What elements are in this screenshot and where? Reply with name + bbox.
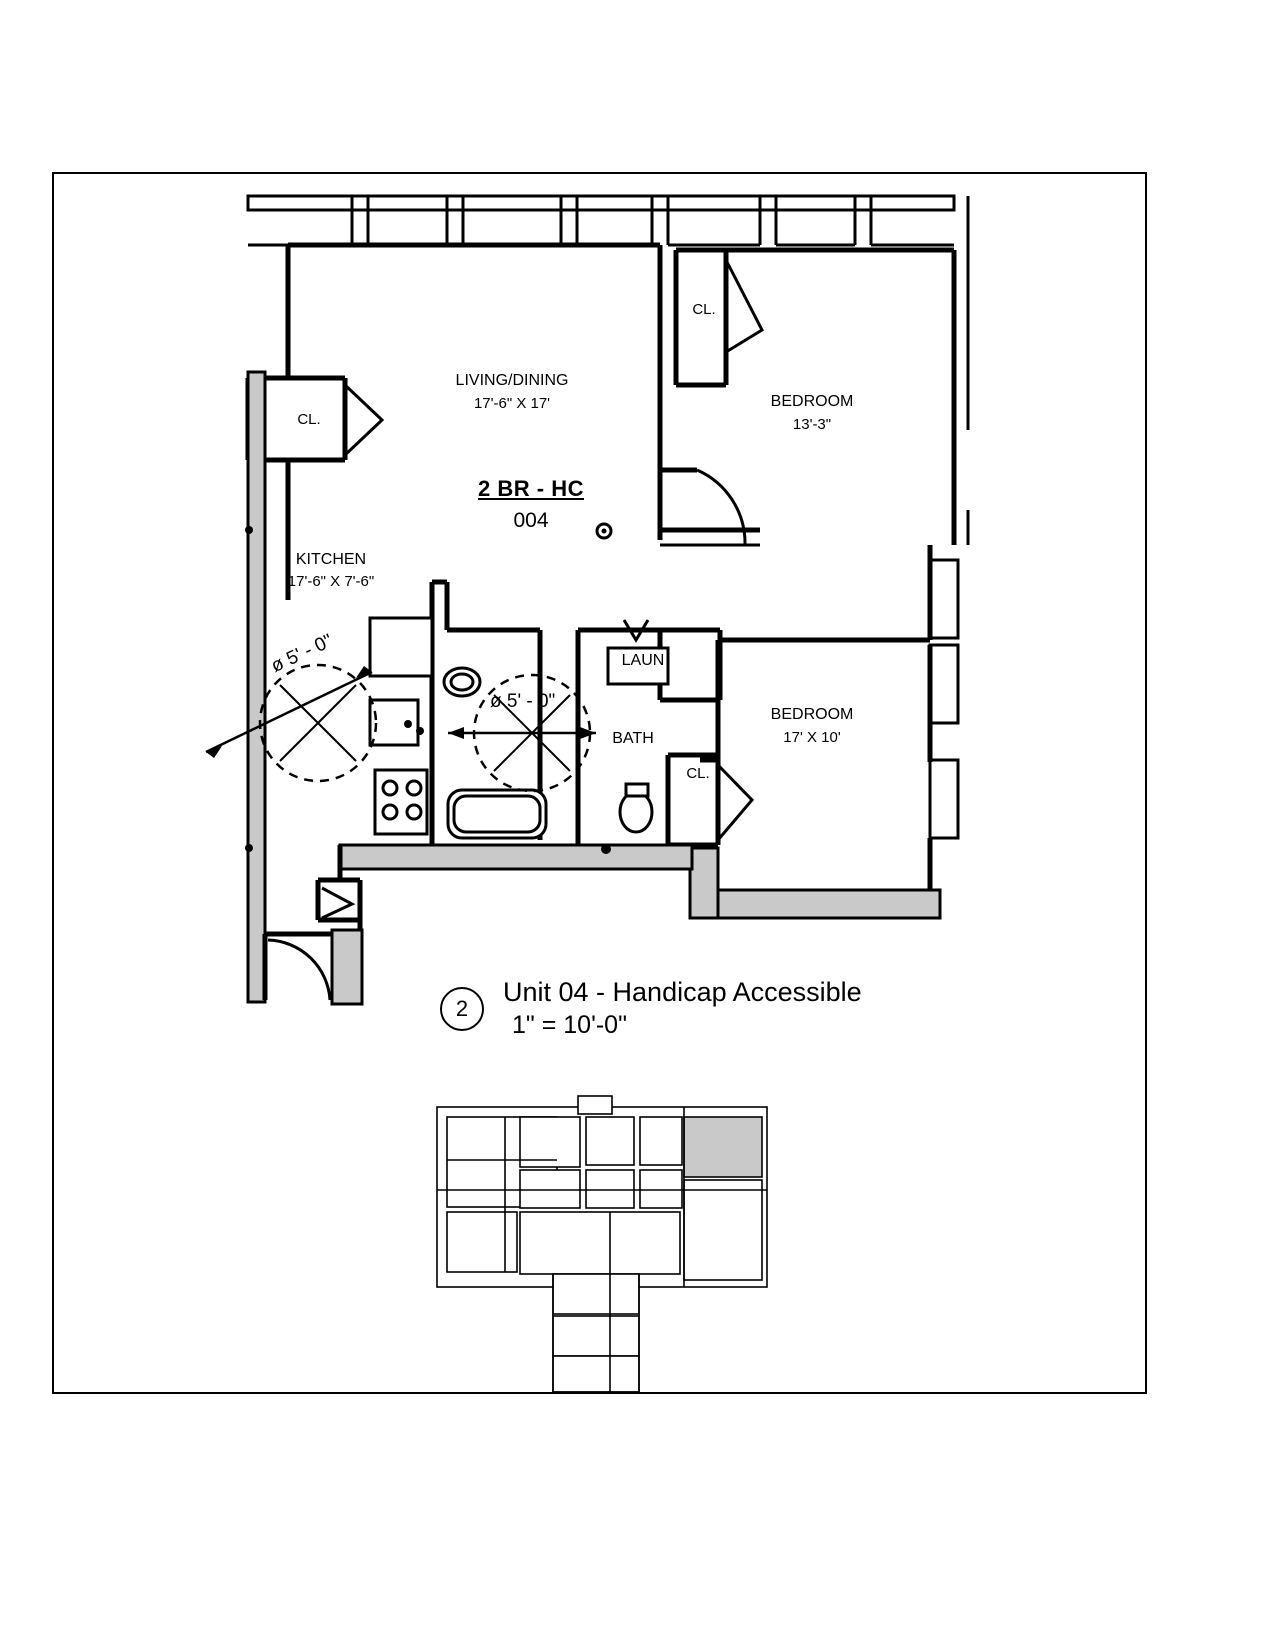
closet-label-bedroom-2: CL. (686, 765, 710, 782)
exterior-wall-bottom-left (340, 845, 692, 869)
exterior-wall-left (245, 372, 265, 1002)
exterior-wall-right (930, 196, 968, 838)
closet-door-entry (345, 385, 382, 455)
exterior-wall-bottom-right (690, 890, 940, 918)
entry-door-swing (268, 940, 330, 1000)
closet-door-bedroom-2 (718, 765, 752, 840)
interior-door-living-bedroom (660, 470, 760, 545)
room-label-living-dining: LIVING/DINING (455, 372, 569, 389)
room-dim-living-dining: 17'-6" X 17' (473, 395, 551, 412)
drawing-title: Unit 04 - Handicap Accessible (503, 977, 862, 1007)
bedroom-2-walls (700, 545, 930, 905)
detail-marker: 2 (440, 987, 484, 1031)
unit-tag-name: 2 BR - HC (478, 476, 584, 501)
room-label-kitchen: KITCHEN (295, 551, 367, 568)
key-plan (437, 1096, 767, 1392)
turn-circle-kitchen-label: ø 5' - 0" (268, 630, 337, 678)
room-label-bedroom-2: BEDROOM (770, 706, 854, 723)
closet-label-bedroom-1: CL. (692, 301, 716, 318)
unit-tag-number: 004 (513, 509, 549, 532)
closet-door-bedroom-1 (726, 260, 762, 352)
room-dim-kitchen: 17'-6" X 7'-6" (287, 573, 375, 590)
room-dim-bedroom-1: 13'-3" (792, 416, 832, 433)
room-label-bedroom-1: BEDROOM (770, 393, 854, 410)
turn-circle-bath-label: ø 5' - 0" (490, 691, 556, 712)
exterior-wall-top (248, 196, 954, 245)
room-label-bath: BATH (612, 730, 654, 747)
drawing-scale: 1" = 10'-0" (512, 1011, 627, 1039)
kitchen-fixtures (370, 618, 432, 834)
closet-label-entry: CL. (297, 411, 321, 428)
room-dim-bedroom-2: 17' X 10' (783, 729, 841, 746)
room-label-laundry: LAUN (621, 652, 665, 669)
